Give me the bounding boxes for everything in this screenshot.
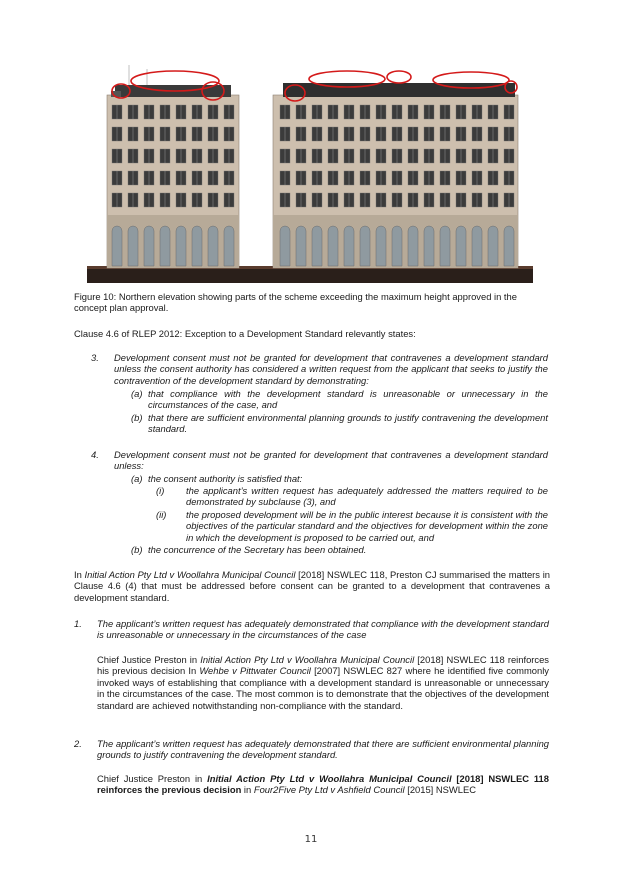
item2-paragraph: Chief Justice Preston in Initial Action Pty Ltd v Woollahra Municipal Council [2018] NSWLEC 118 reinforces the previous decision in Four2Five Pty Ltd v Ashfield Council [2015] NSWLEC: [97, 773, 549, 796]
clause4-a-text: the consent authority is satisfied that:: [148, 473, 303, 484]
right-building: [273, 83, 518, 268]
clause4-text: Development consent must not be granted for development that contravenes a development standard unless:: [114, 449, 548, 472]
elevation-figure: [87, 55, 533, 283]
clause4-number: 4.: [91, 449, 99, 460]
clause3-number: 3.: [91, 352, 99, 363]
clause3-b-text: that there are sufficient environmental planning grounds to justify contravening the development standard.: [148, 412, 548, 435]
page-number: 11: [304, 834, 318, 845]
left-building: [107, 85, 239, 268]
clause4-ii-text: the proposed development will be in the public interest because it is consistent with the objectives of the particular standard and the objectives for development within the zone in which the development is proposed to be carried out, and: [186, 509, 548, 543]
item1-heading: The applicant’s written request has adequately demonstrated that compliance with the development standard is unreasonable or unnecessary in the circumstances of the case: [97, 618, 549, 641]
clause-intro: Clause 4.6 of RLEP 2012: Exception to a Development Standard relevantly states:: [74, 328, 416, 339]
summary-paragraph: In Initial Action Pty Ltd v Woollahra Municipal Council [2018] NSWLEC 118, Preston CJ summarised the matters in Clause 4.6 (4) that must be addressed before consent can be granted to a development that contravenes a development standard.: [74, 569, 550, 603]
clause4-b-text: the concurrence of the Secretary has been obtained.: [148, 544, 367, 555]
item2-number: 2.: [74, 738, 82, 749]
clause4-i-label: (i): [156, 485, 165, 496]
item2-heading: The applicant’s written request has adequately demonstrated that there are sufficient environmental planning grounds to justify contravening the development standard.: [97, 738, 549, 761]
clause3-a-text: that compliance with the development standard is unreasonable or unnecessary in the circumstances of the case, and: [148, 388, 548, 411]
item1-paragraph: Chief Justice Preston in Initial Action Pty Ltd v Woollahra Municipal Council [2018] NSWLEC 118 reinforces his previous decision In Wehbe v Pittwater Council [2007] NSWLEC 827 where he identified five commonly invoked ways of establishing that compliance with a development standard is unreasonable or unnecessary in the circumstances of the case. The most common is to demonstrate that the objectives of the development standard are achieved notwithstanding non-compliance with the standard.: [97, 654, 549, 711]
item1-number: 1.: [74, 618, 82, 629]
clause4-ii-label: (ii): [156, 509, 167, 520]
clause4-b-label: (b): [131, 544, 143, 555]
clause3-b-label: (b): [131, 412, 143, 423]
clause4-a-label: (a): [131, 473, 143, 484]
clause3-a-label: (a): [131, 388, 143, 399]
clause4-i-text: the applicant’s written request has adequately addressed the matters required to be demonstrated by subclause (3), and: [186, 485, 548, 508]
figure-caption: Figure 10: Northern elevation showing parts of the scheme exceeding the maximum height approved in the concept plan approval.: [74, 291, 517, 314]
clause3-text: Development consent must not be granted for development that contravenes a development standard unless the consent authority has considered a written request from the applicant that seeks to justify the contravention of the development standard by demonstrating:: [114, 352, 548, 386]
